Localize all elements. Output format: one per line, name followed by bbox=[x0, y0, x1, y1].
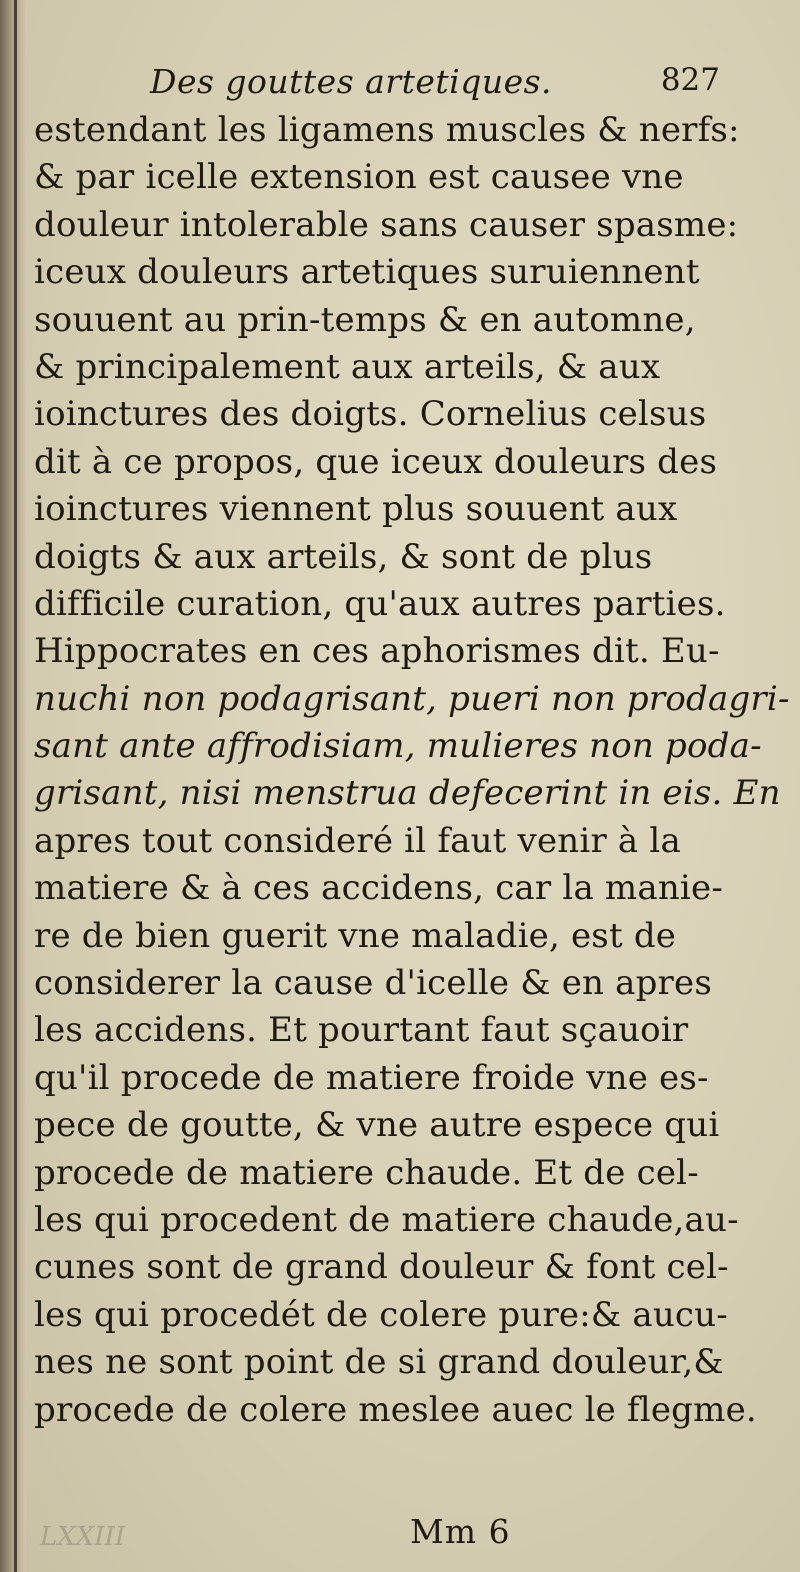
text-line: douleur intolerable sans causer spasme: bbox=[34, 204, 739, 245]
page-footer bbox=[0, 1512, 800, 1562]
text-line: matiere & à ces accidens, car la manie- bbox=[34, 868, 724, 909]
text-line: & par icelle extension est causee vne bbox=[34, 157, 684, 198]
body-text bbox=[34, 107, 790, 1434]
text-line: procede de colere meslee auec le flegme. bbox=[34, 1389, 757, 1430]
binding-edge bbox=[14, 0, 17, 1572]
page-header bbox=[150, 62, 720, 112]
text-line: nes ne sont point de si grand douleur,& bbox=[34, 1342, 724, 1383]
bleed-through-text: LXXIII bbox=[40, 1522, 126, 1552]
text-line: qu'il procede de matiere froide vne es- bbox=[34, 1057, 709, 1098]
text-line: difficile curation, qu'aux autres parties. bbox=[34, 583, 726, 624]
text-line: ioinctures des doigts. Cornelius celsus bbox=[34, 394, 707, 435]
text-line: doigts & aux arteils, & sont de plus bbox=[34, 536, 653, 577]
text-line: Hippocrates en ces aphorismes dit. Eu- bbox=[34, 631, 720, 672]
text-line: nuchi non podagrisant, pueri non prodagri- bbox=[34, 678, 790, 719]
text-line: grisant, nisi menstrua defecerint in eis. En bbox=[34, 773, 781, 814]
text-line: souuent au prin-temps & en automne, bbox=[34, 299, 696, 340]
text-line: iceux douleurs artetiques suruiennent bbox=[34, 252, 700, 293]
signature-mark: Mm 6 bbox=[410, 1512, 511, 1551]
text-line: cunes sont de grand douleur & font cel- bbox=[34, 1247, 729, 1288]
text-line: procede de matiere chaude. Et de cel- bbox=[34, 1152, 699, 1193]
text-line: les accidens. Et pourtant faut sçauoir bbox=[34, 1010, 689, 1051]
running-title: Des gouttes artetiques. bbox=[150, 62, 553, 101]
text-line: considerer la cause d'icelle & en apres bbox=[34, 963, 712, 1004]
page-number: 827 bbox=[660, 62, 720, 98]
page-gutter bbox=[0, 0, 26, 1572]
text-line: les qui procedent de matiere chaude,au- bbox=[34, 1199, 739, 1240]
text-line: ioinctures viennent plus souuent aux bbox=[34, 489, 678, 530]
text-line: re de bien guerit vne maladie, est de bbox=[34, 915, 677, 956]
text-line: estendant les ligamens muscles & nerfs: bbox=[34, 110, 740, 150]
text-line: pece de goutte, & vne autre espece qui bbox=[34, 1105, 720, 1146]
text-line: apres tout consideré il faut venir à la bbox=[34, 820, 681, 861]
text-line: & principalement aux arteils, & aux bbox=[34, 346, 661, 387]
text-line: sant ante affrodisiam, mulieres non poda- bbox=[34, 726, 762, 767]
text-line: les qui procedét de colere pure:& aucu- bbox=[34, 1294, 728, 1335]
text-line: dit à ce propos, que iceux douleurs des bbox=[34, 441, 718, 482]
